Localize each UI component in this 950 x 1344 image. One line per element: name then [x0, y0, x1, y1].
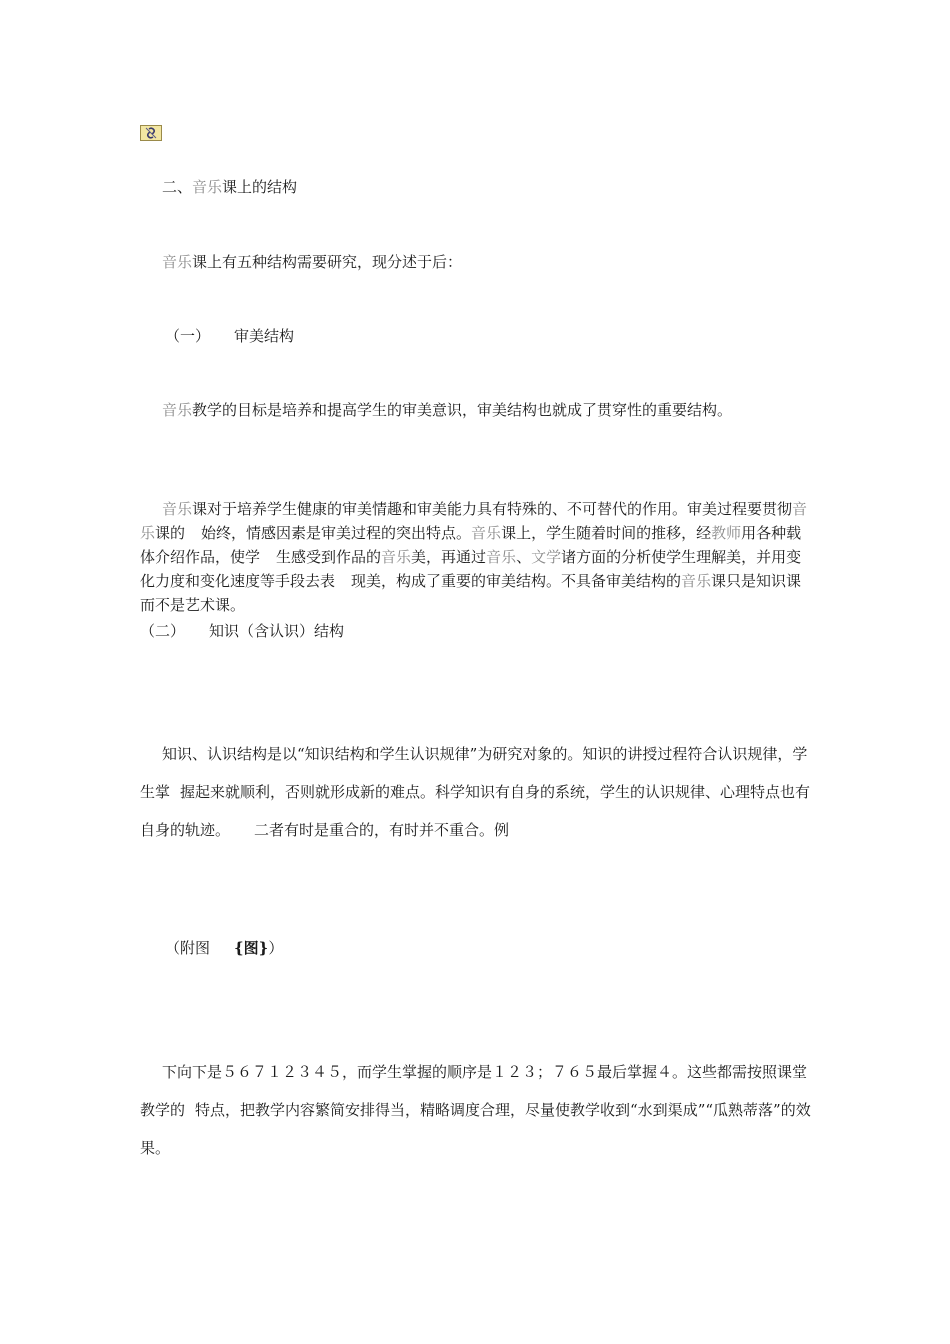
aesthetic-paragraph [140, 497, 816, 617]
paragraph-text: 课对于培养学生健康的审美情趣和审美能力具有特殊的、不可替代的作用。审美过程要贯彻 [192, 500, 793, 518]
appendix-close: ） [268, 939, 284, 957]
paragraph-text: 生感受到作品的 [276, 548, 382, 566]
keyword-link[interactable]: 文学 [531, 548, 562, 566]
keyword-link[interactable]: 音乐 [381, 548, 412, 566]
keyword-link[interactable]: 音乐 [162, 500, 193, 518]
paragraph-text: 用各种载体介绍作品，使学 [140, 524, 802, 566]
link-icon-glyph [141, 126, 161, 140]
heading-rest: 课上的结构 [222, 178, 298, 196]
intro-paragraph [162, 251, 838, 273]
paragraph-text: 握起来就顺利，否则就形成新的难点。科学知识有自身的系统，学生的认识规律、心理特点也有自身的轨迹。 [140, 783, 811, 839]
appendix-open: （附图 [165, 939, 211, 957]
figure-placeholder: {图} [234, 939, 269, 957]
goal-text: 教学的目标是培养和提高学生的审美意识，审美结构也就成了贯穿性的重要结构。 [192, 401, 733, 419]
keyword-link[interactable]: 教师 [711, 524, 742, 542]
paragraph-text: 现美，构成了重要的审美结构。不具备审美结构的 [351, 572, 682, 590]
paragraph-text: 课只是知识课而不是艺术课。 [140, 572, 802, 614]
keyword-link[interactable]: 音乐 [486, 548, 517, 566]
paragraph-text: 知识、认识结构是以“知识结构和学生认识规律”为研究对象的。知识的讲授过程符合认识规律，学生掌 [140, 745, 808, 801]
paragraph-text: 始终，情感因素是审美过程的突出特点。 [201, 524, 472, 542]
paragraph-text: 特点，把教学内容繁简安排得当，精略调度合理，尽量使教学收到“水到渠成”“瓜熟蒂落”的效果。 [140, 1101, 811, 1157]
paragraph-text: 下向下是５６７１２３４５，而学生掌握的顺序是１２３；７６５最后掌握４。这些都需按照课堂教学的 [140, 1063, 808, 1119]
paragraph-text: 美，再通过 [411, 548, 487, 566]
subsection-heading-aesthetic [165, 325, 841, 347]
subsection-title: 知识（含认识）结构 [209, 622, 345, 640]
link-icon[interactable] [140, 125, 162, 141]
keyword-link[interactable]: 音乐 [681, 572, 712, 590]
paragraph-text: 课上，学生随着时间的推移，经 [501, 524, 712, 542]
order-paragraph [140, 1053, 816, 1167]
heading-prefix: 二、 [162, 178, 193, 196]
keyword-link[interactable]: 音乐 [162, 401, 193, 419]
subsection-number: （二） [140, 622, 186, 640]
paragraph-text: 二者有时是重合的，有时并不重合。例 [254, 821, 510, 839]
intro-text: 课上有五种结构需要研究，现分述于后： [192, 253, 463, 271]
paragraph-text: 、 [516, 548, 532, 566]
keyword-link[interactable]: 音乐 [162, 253, 193, 271]
subsection-heading-knowledge [140, 620, 816, 642]
subsection-title: 审美结构 [234, 327, 295, 345]
subsection-number: （一） [165, 327, 211, 345]
keyword-link[interactable]: 音乐 [140, 500, 808, 542]
keyword-link[interactable]: 音乐 [471, 524, 502, 542]
goal-paragraph [162, 398, 838, 422]
paragraph-text: 诸方面的分析使学生理解美，并用变化力度和变化速度等手段去表 [140, 548, 802, 590]
knowledge-paragraph [140, 735, 816, 849]
appendix-figure-note [165, 937, 841, 959]
keyword-link[interactable]: 音乐 [192, 178, 223, 196]
paragraph-text: 课的 [155, 524, 186, 542]
section-heading [162, 176, 838, 198]
